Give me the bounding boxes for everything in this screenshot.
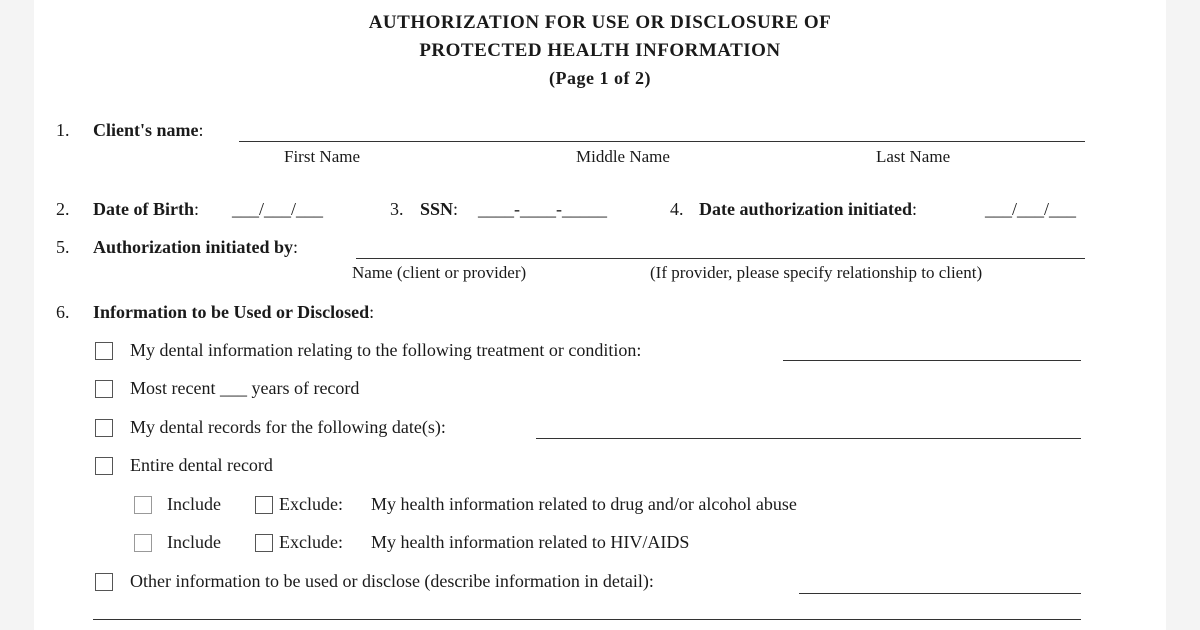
info-disclosed-label: Information to be Used or Disclosed (93, 302, 370, 322)
page-indicator: (Page 1 of 2) (549, 68, 651, 88)
other-info-continuation-field[interactable] (93, 619, 1081, 620)
item6-colon: : (369, 302, 375, 322)
hiv-aids-text: My health information related to HIV/AIDS (371, 532, 690, 552)
hiv-aids-include-label: Include (167, 532, 221, 552)
item2-colon: : (193, 199, 199, 219)
item1-number: 1. (56, 120, 70, 140)
drug-alcohol-exclude-label: Exclude: (279, 494, 343, 514)
ssn-field[interactable]: ____-____-_____ (478, 199, 607, 219)
first-name-sublabel: First Name (284, 147, 361, 166)
dob-field[interactable]: ___/___/___ (232, 199, 324, 219)
treatment-condition-checkbox[interactable] (95, 342, 113, 360)
other-info-checkbox[interactable] (95, 573, 113, 591)
drug-alcohol-include-label: Include (167, 494, 221, 514)
client-name-field[interactable] (239, 141, 1085, 142)
client-name-label: Client's name (93, 120, 199, 140)
treatment-condition-label: My dental information relating to the following treatment or condition: (130, 340, 642, 360)
form-title-line2: PROTECTED HEALTH INFORMATION (419, 40, 781, 61)
auth-date-field[interactable]: ___/___/___ (985, 199, 1077, 219)
item2-label-wrap (93, 199, 199, 220)
form-page (34, 0, 1166, 630)
drug-alcohol-text: My health information related to drug and/or alcohol abuse (371, 494, 797, 514)
item5-number: 5. (56, 237, 70, 257)
item5-colon: : (293, 237, 299, 257)
records-dates-checkbox[interactable] (95, 419, 113, 437)
item6-label-wrap (93, 302, 374, 323)
item3-colon: : (453, 199, 459, 219)
dob-label: Date of Birth (93, 199, 194, 219)
item3-label-wrap (420, 199, 458, 220)
item4-colon: : (912, 199, 918, 219)
last-name-sublabel: Last Name (876, 147, 951, 166)
item1-label-wrap (93, 120, 204, 141)
item4-number: 4. (670, 199, 684, 219)
records-dates-field[interactable] (536, 438, 1081, 439)
treatment-condition-field[interactable] (783, 360, 1081, 361)
initiated-by-label: Authorization initiated by (93, 237, 294, 257)
other-info-label: Other information to be used or disclose (describe information in detail): (130, 571, 654, 591)
item1-colon: : (198, 120, 204, 140)
item5-label-wrap (93, 237, 298, 258)
auth-date-label: Date authorization initiated (699, 199, 912, 219)
item2-number: 2. (56, 199, 70, 219)
ssn-label: SSN (420, 199, 454, 219)
entire-record-label: Entire dental record (130, 455, 273, 475)
initiated-by-relationship-sublabel: (If provider, please specify relationship to client) (650, 263, 983, 282)
recent-years-checkbox[interactable] (95, 380, 113, 398)
recent-years-label: Most recent ___ years of record (130, 378, 360, 398)
drug-alcohol-include-checkbox[interactable] (134, 496, 152, 514)
hiv-aids-exclude-label: Exclude: (279, 532, 343, 552)
middle-name-sublabel: Middle Name (576, 147, 670, 166)
item3-number: 3. (390, 199, 404, 219)
drug-alcohol-exclude-checkbox[interactable] (255, 496, 273, 514)
initiated-by-name-sublabel: Name (client or provider) (352, 263, 527, 282)
initiated-by-field[interactable] (356, 258, 1085, 259)
item6-number: 6. (56, 302, 70, 322)
hiv-aids-include-checkbox[interactable] (134, 534, 152, 552)
hiv-aids-exclude-checkbox[interactable] (255, 534, 273, 552)
form-title-line1: AUTHORIZATION FOR USE OR DISCLOSURE OF (368, 12, 832, 33)
records-dates-label: My dental records for the following date(s): (130, 417, 446, 437)
entire-record-checkbox[interactable] (95, 457, 113, 475)
other-info-field[interactable] (799, 593, 1081, 594)
item4-label-wrap (699, 199, 917, 220)
